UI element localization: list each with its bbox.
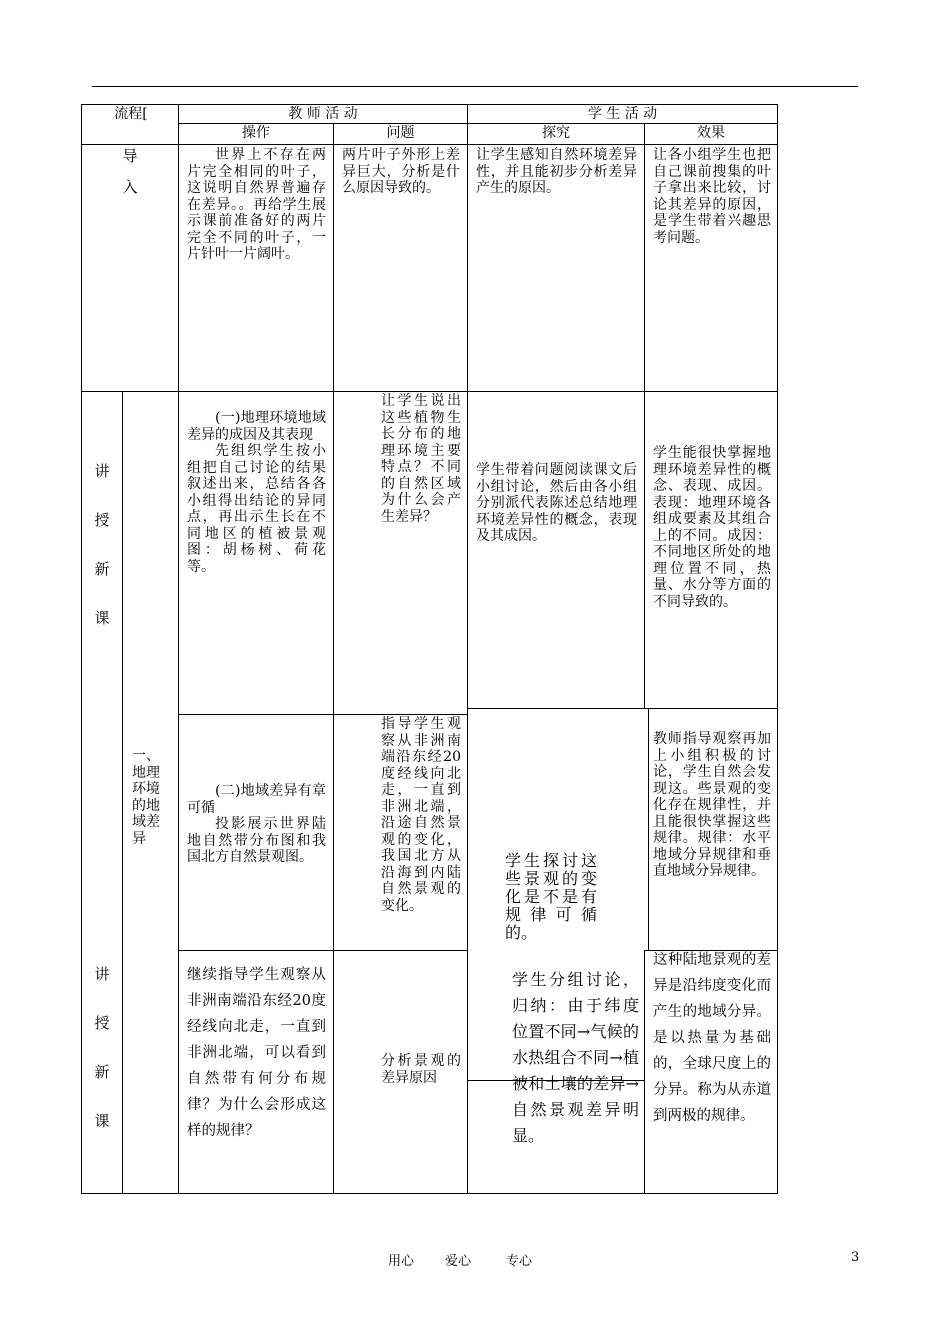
intro-label-1: 导 (122, 147, 138, 165)
header-teacher-activity: 教 师 活 动 (288, 106, 358, 122)
part3-question: 分析景观的差异原因 (381, 1053, 461, 1086)
part1-explore: 学生带着问题阅读课文后小组讨论，然后由各小组分别派代表陈述总结地理环境差异性的概念，表现及其成因。 (476, 462, 637, 544)
subsection-label: 一、地理环境的地域差异 (132, 748, 160, 847)
table-border-bottom (81, 1193, 778, 1194)
part3-operation: 继续指导学生观察从非洲南端沿东经20度经线向北走，一直到非洲北端，可以看到自然带有何分布规律？为什么会形成这样的规律？ (187, 967, 326, 1139)
part3-explore: 学生分组讨论，归纳：由于纬度位置不同→气候的水热组合不同→植被和土壤的差异→自然景观差异明显。 (512, 970, 639, 1145)
header-flow: 流程[ (114, 106, 148, 122)
part2-effect: 教师指导观察再加上小组积极的讨论，学生自然会发现这。些景观的变化存在规律性，并且能很快掌握这些规律。规律：水平地域分异规律和垂直地域分异规律。 (653, 731, 771, 879)
intro-effect: 让各小组学生也把自己课前搜集的叶子拿出来比较，讨论其差异的原因，是学生带着兴趣思考问题。 (653, 147, 771, 246)
header-rule (92, 86, 858, 87)
document-page: 流程[ 教 师 活 动 学 生 活 动 操作 问题 探究 效果 导 入 世界上不存在两片完全相同的叶子，这说明自然界普遍存在差异。。再给学生展示课前准备好的两片完全不同的叶子，一片针叶一片阔叶。 两片叶子外形上差异巨大，分析是什么原因导致的。 让学生感知自然环境差异性，并且能初步分析差异产生的原因。 让各小组学生也把自己课前搜集的叶子拿出来比较，讨论其差异的原因，是学生带着兴趣思考问题。 讲 授 新 课 讲 授 新 课 一、地理环境的地域差异 (一)地理环境地域差异的成因及其表现 先组织学生按小组把自己讨论的结果叙述出来，总结各各小组得出结论的异同点，再出示生长在不同地区的植被景观图：胡杨树、荷花等。 让学生说出这些植物生长分布的地理环境主要特点？不同的自然区域为什么会产生差异？ 学生带着问题阅读课文后小组讨论，然后由各小组分别派代表陈述总结地理环境差异性的概念，表现及其成因。 学生能很快掌握地理环境差异性的概念、表现、成因。表现：地理环境各组成要素及其组合上的不同。成因：不同地区所处的地理位置不同，热量、水分等方面的不同导致的。 (二)地域差异有章可循 投影展示世界陆地自然带分布图和我国北方自然景观图。 指导学生观察从非洲南端沿东经20度经线向北走，一直到非洲北端，沿途自然景观的变化，我国北方从沿海到内陆自然景观的变化。 学生探讨这些景观的变化是不是有规律可循的。 教师指导观察再加上小组积极的讨论，学生自然会发现这。些景观的变化存在规律性，并且能很快掌握这些规律。规律：水平地域分异规律和垂直地域分异规律。 继续指导学生观察从非洲南端沿东经20度经线向北走，一直到非洲北端，可以看到自然带有何分布规律？为什么会形成这样的规律？ 分析景观的差异原因 学生分组讨论，归纳：由于纬度位置不同→气候的水热组合不同→植被和土壤的差异→自然景观差异明显。 这种陆地景观的差异是沿纬度变化而产生的地域分异。是以热量为基础的，全球尺度上的分异。称为从赤道到两极的规律。 用心 爱心 专心 3 (0, 0, 950, 1344)
footer-motto-2: 爱心 (445, 1254, 472, 1269)
header-question: 问题 (386, 125, 415, 141)
header-explore: 探究 (542, 125, 570, 141)
header-effect: 效果 (697, 125, 725, 141)
table-border-right (777, 104, 778, 1194)
part1-question: 让学生说出这些植物生长分布的地理环境主要特点？不同的自然区域为什么会产生差异？ (381, 393, 461, 525)
intro-operation: 世界上不存在两片完全相同的叶子，这说明自然界普遍存在差异。。再给学生展示课前准备好的两片完全不同的叶子，一片针叶一片阔叶。 (187, 147, 326, 262)
part1-operation-title: (一)地理环境地域差异的成因及其表现 (187, 410, 326, 443)
intro-explore: 让学生感知自然环境差异性，并且能初步分析差异产生的原因。 (476, 147, 637, 196)
part2-operation (187, 783, 326, 866)
page-number: 3 (851, 1250, 860, 1265)
part3-effect: 这种陆地景观的差异是沿纬度变化而产生的地域分异。是以热量为基础的，全球尺度上的分异。称为从赤道到两极的规律。 (653, 952, 771, 1124)
table-border-left (81, 104, 82, 1194)
part2-operation-body: 投影展示世界陆地自然带分布图和我国北方自然景观图。 (187, 816, 326, 865)
part2-explore: 学生探讨这些景观的变化是不是有规律可循的。 (505, 851, 597, 942)
intro-label-2: 入 (122, 178, 138, 196)
header-student-activity: 学 生 活 动 (587, 106, 658, 122)
part1-effect: 学生能很快掌握地理环境差异性的概念、表现、成因。表现：地理环境各组成要素及其组合上的不同。成因：不同地区所处的地理位置不同，热量、水分等方面的不同导致的。 (653, 445, 771, 610)
intro-question: 两片叶子外形上差异巨大，分析是什么原因导致的。 (342, 147, 460, 196)
part1-operation (187, 410, 326, 575)
part1-operation-body: 先组织学生按小组把自己讨论的结果叙述出来，总结各各小组得出结论的异同点，再出示生长在不同地区的植被景观图：胡杨树、荷花等。 (187, 443, 326, 575)
header-operation: 操作 (242, 125, 270, 141)
part2-question: 指导学生观察从非洲南端沿东经20度经线向北走，一直到非洲北端，沿途自然景观的变化，我国北方从沿海到内陆自然景观的变化。 (381, 716, 461, 914)
part2-operation-title: (二)地域差异有章可循 (187, 783, 326, 816)
footer-motto-3: 专心 (506, 1254, 533, 1269)
footer-motto-1: 用心 (388, 1254, 415, 1269)
